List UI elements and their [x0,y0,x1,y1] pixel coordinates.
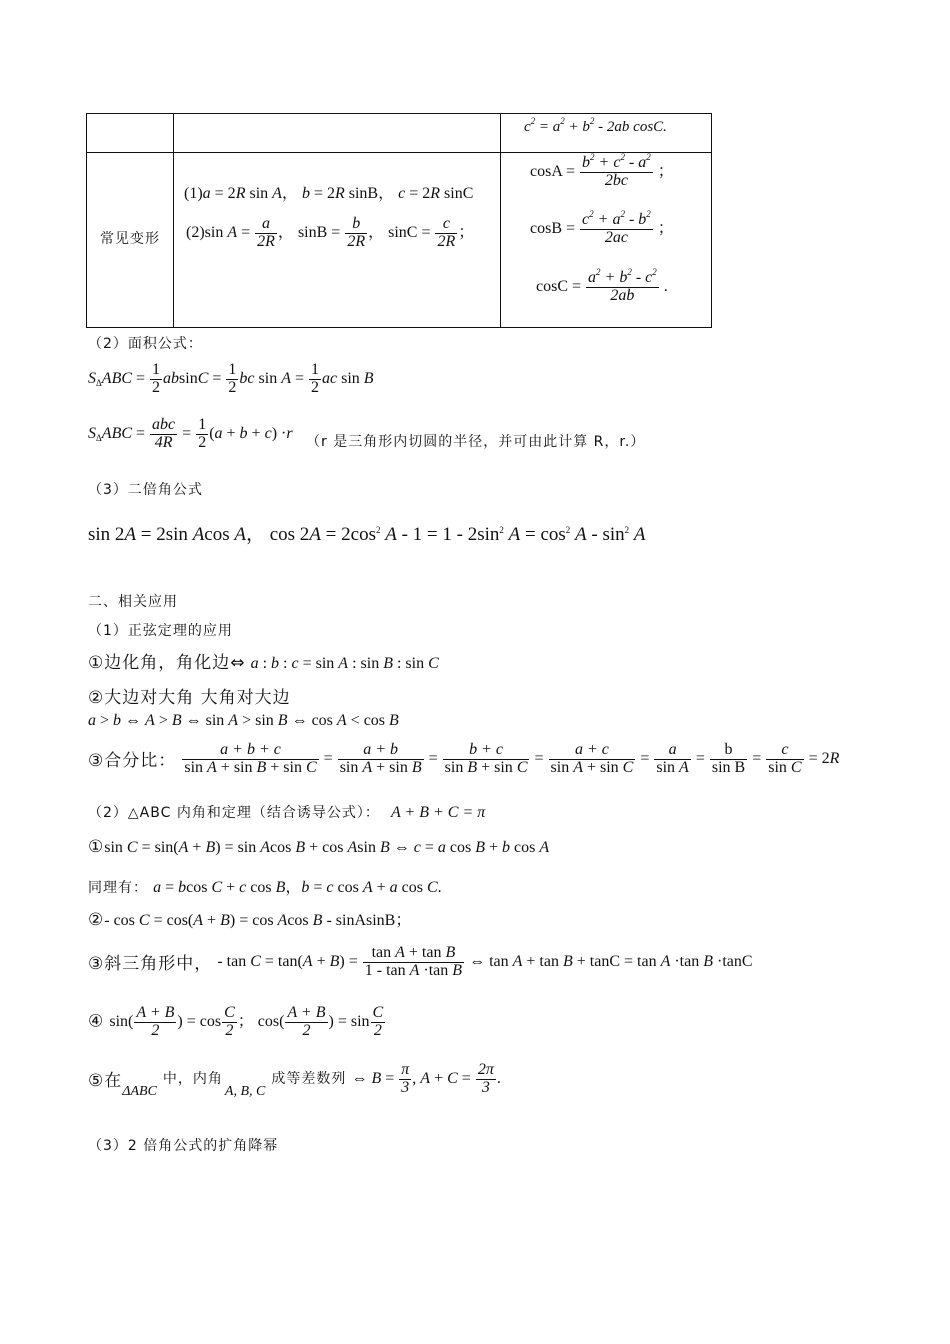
expand-heading: （3）2 倍角公式的扩角降幂 [88,1138,279,1154]
identity-5: ⑤在ΔABC中，内角A, B, C成等差数列 ⇔ B = $\frac{\pi}{3}$ , A + C = $\frac{2\pi}{3}$ . [88,1061,501,1099]
identity-same: 同理有： a = bcos C + c cos B，b = c cos A + a cos C. [88,879,442,896]
double-angle-heading: （3）二倍角公式 [88,482,203,498]
area-formula-2: $S_\Delta ABC$ = $\frac{\text{abc}}{4R}$ = $\frac{1}{2}$ (a + b + c) ·r [88,416,293,451]
area-note: （r 是三角形内切圆的半径，并可由此计算 R，r.） [306,434,646,450]
identity-3: ③斜三角形中， - tan C = tan(A + B) = $\frac{\text{tan A + tan B}}{\text{1 - tan A ·tan B}}$ ⇔ tan A + tan B + tanC = tan A ·tan B ·tanC [88,944,753,979]
double-angle-formula: sin 2A = 2sin Acos A， $\cos 2A = 2\cos^2$ $A - 1 = 1 - 2\sin^2$ $A = \cos^2 A - \sin^2 A$ [88,524,646,545]
cosine-form-a: cosA = $\frac{b^2 + c^2 - a^2}{2bc}$ ； [530,152,674,189]
cosine-form-b: cosB = $\frac{c^2 + a^2 - b^2}{2ac}$ ； [530,209,674,246]
area-heading: （2）面积公式： [88,336,203,352]
item-2: ②大边对大角 大角对大边 [88,688,291,708]
item-1: ①边化角，角化边⇔ a : b : c = sin A : sin B : sin C [88,653,439,673]
identity-1: ①sin C = sin(A + B) = sin Acos B + cos Asin B ⇔ c = a cos B + b cos A [88,837,550,857]
row-label: 常见变形 [100,231,160,247]
cosine-form-c: cosC = $\frac{a^2 + b^2 - c^2}{2ab}$ . [536,267,668,304]
item-3: ③合分比： $\frac{a + b + c}{\text{sin A + sin B + sin C}}$ = $\frac{a + b}{\text{sin A + sin B}}$ = $\frac{b + c}{\text{sin B + sin C}}$ = $\frac{a + c}{\text{sin A + sin C}}$ = $\frac{a}{\text{sin A}}$ = $\frac{b}{\text{sin B}}$ = $\frac{c}{\text{sin C}}$ = 2R [88,741,840,776]
area-formula-1: $S_\Delta ABC$ = $\frac{1}{2}$ absinC = $\frac{1}{2}$ bc sin A = $\frac{1}{2}$ ac sin B [88,361,374,396]
sine-forms-line2: (2)sin A = $\frac{a}{2R}$ ， sinB = $\frac{b}{2R}$ ， sinC = $\frac{c}{2R}$ ； [186,215,475,250]
sine-forms-line1: (1)a = 2R sin A， b = 2R sinB， c = 2R sinC [184,185,474,202]
applications-heading: 二、相关应用 [88,594,178,610]
sine-law-heading: （1）正弦定理的应用 [88,623,233,639]
angle-sum-heading: （2）△ABC 内角和定理（结合诱导公式）： A + B + C = π [88,804,486,821]
identity-2: ②- cos C = cos(A + B) = cos Acos B - sinAsinB； [88,910,412,930]
item-2-formula: a > b ⇔ A > B ⇔ sin A > sin B ⇔ cos A < cos B [88,712,399,729]
law-of-cosines-tail: $c^2 = a^2 + b^2 - 2ab$ cosC. [524,116,667,135]
identity-4: ④ sin( $\frac{A + B}{2}$ ) = cos $\frac{C}{2}$ ； cos( $\frac{A + B}{2}$ ) = sin $\frac{C}{2}$ [88,1004,384,1039]
